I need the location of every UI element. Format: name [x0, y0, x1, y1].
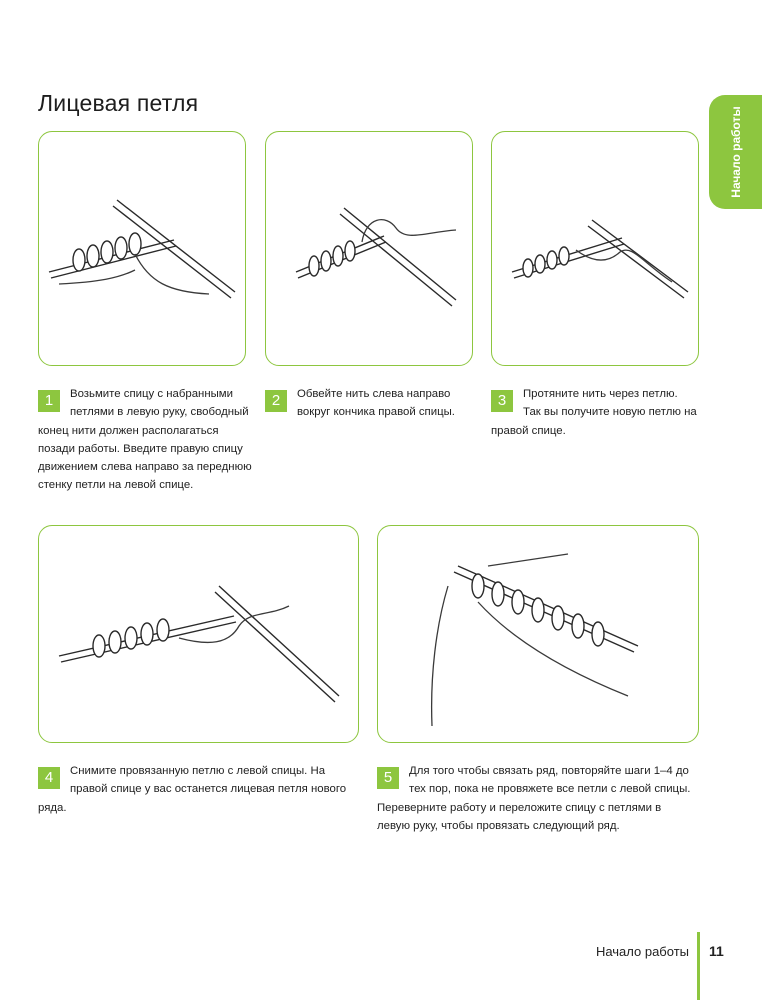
illustration-panel-1 [38, 131, 246, 366]
step-number-4: 4 [38, 767, 60, 789]
page-number: 11 [709, 943, 724, 959]
step-text-5: Для того чтобы связать ряд, повторяйте шаги 1–4 до тех пор, пока не провяжете все петли с левой спицы. Переверните работу и переложите спицу с петлями в левую руку, чтобы провязать следующий ряд. [377, 765, 691, 832]
knitting-illustration-5 [378, 526, 698, 742]
footer-divider [697, 932, 700, 1000]
step-number-3: 3 [491, 390, 513, 412]
illustration-panel-4 [38, 525, 359, 743]
step-4 [38, 762, 348, 817]
knitting-illustration-3 [492, 132, 698, 365]
page-title: Лицевая петля [38, 90, 199, 116]
illustration-panel-3 [491, 131, 699, 366]
step-text-3: Протяните нить через петлю. Так вы получите новую петлю на правой спице. [491, 388, 697, 437]
illustration-panel-2 [265, 131, 473, 366]
knitting-illustration-1 [39, 132, 245, 365]
knitting-illustration-4 [39, 526, 358, 742]
step-text-4: Снимите провязанную петлю с левой спицы. На правой спице у вас останется лицевая петля нового ряда. [38, 765, 347, 814]
step-number-2: 2 [265, 390, 287, 412]
step-1 [38, 385, 253, 495]
step-2 [265, 385, 475, 422]
step-number-5: 5 [377, 767, 399, 789]
step-text-2: Обвейте нить слева направо вокруг кончика правой спицы. [297, 388, 455, 419]
step-5 [377, 762, 695, 835]
section-tab-label: Начало работы [728, 106, 743, 198]
step-text-1: Возьмите спицу с набранными петлями в левую руку, свободный конец нити должен располагаться позади работы. Введите правую спицу движением слева направо за переднюю стенку петли на левой спице. [38, 388, 252, 492]
step-number-1: 1 [38, 390, 60, 412]
illustration-panel-5 [377, 525, 699, 743]
section-tab[interactable] [709, 95, 762, 209]
step-3 [491, 385, 697, 440]
footer-section-label: Начало работы [595, 944, 689, 959]
knitting-illustration-2 [266, 132, 472, 365]
